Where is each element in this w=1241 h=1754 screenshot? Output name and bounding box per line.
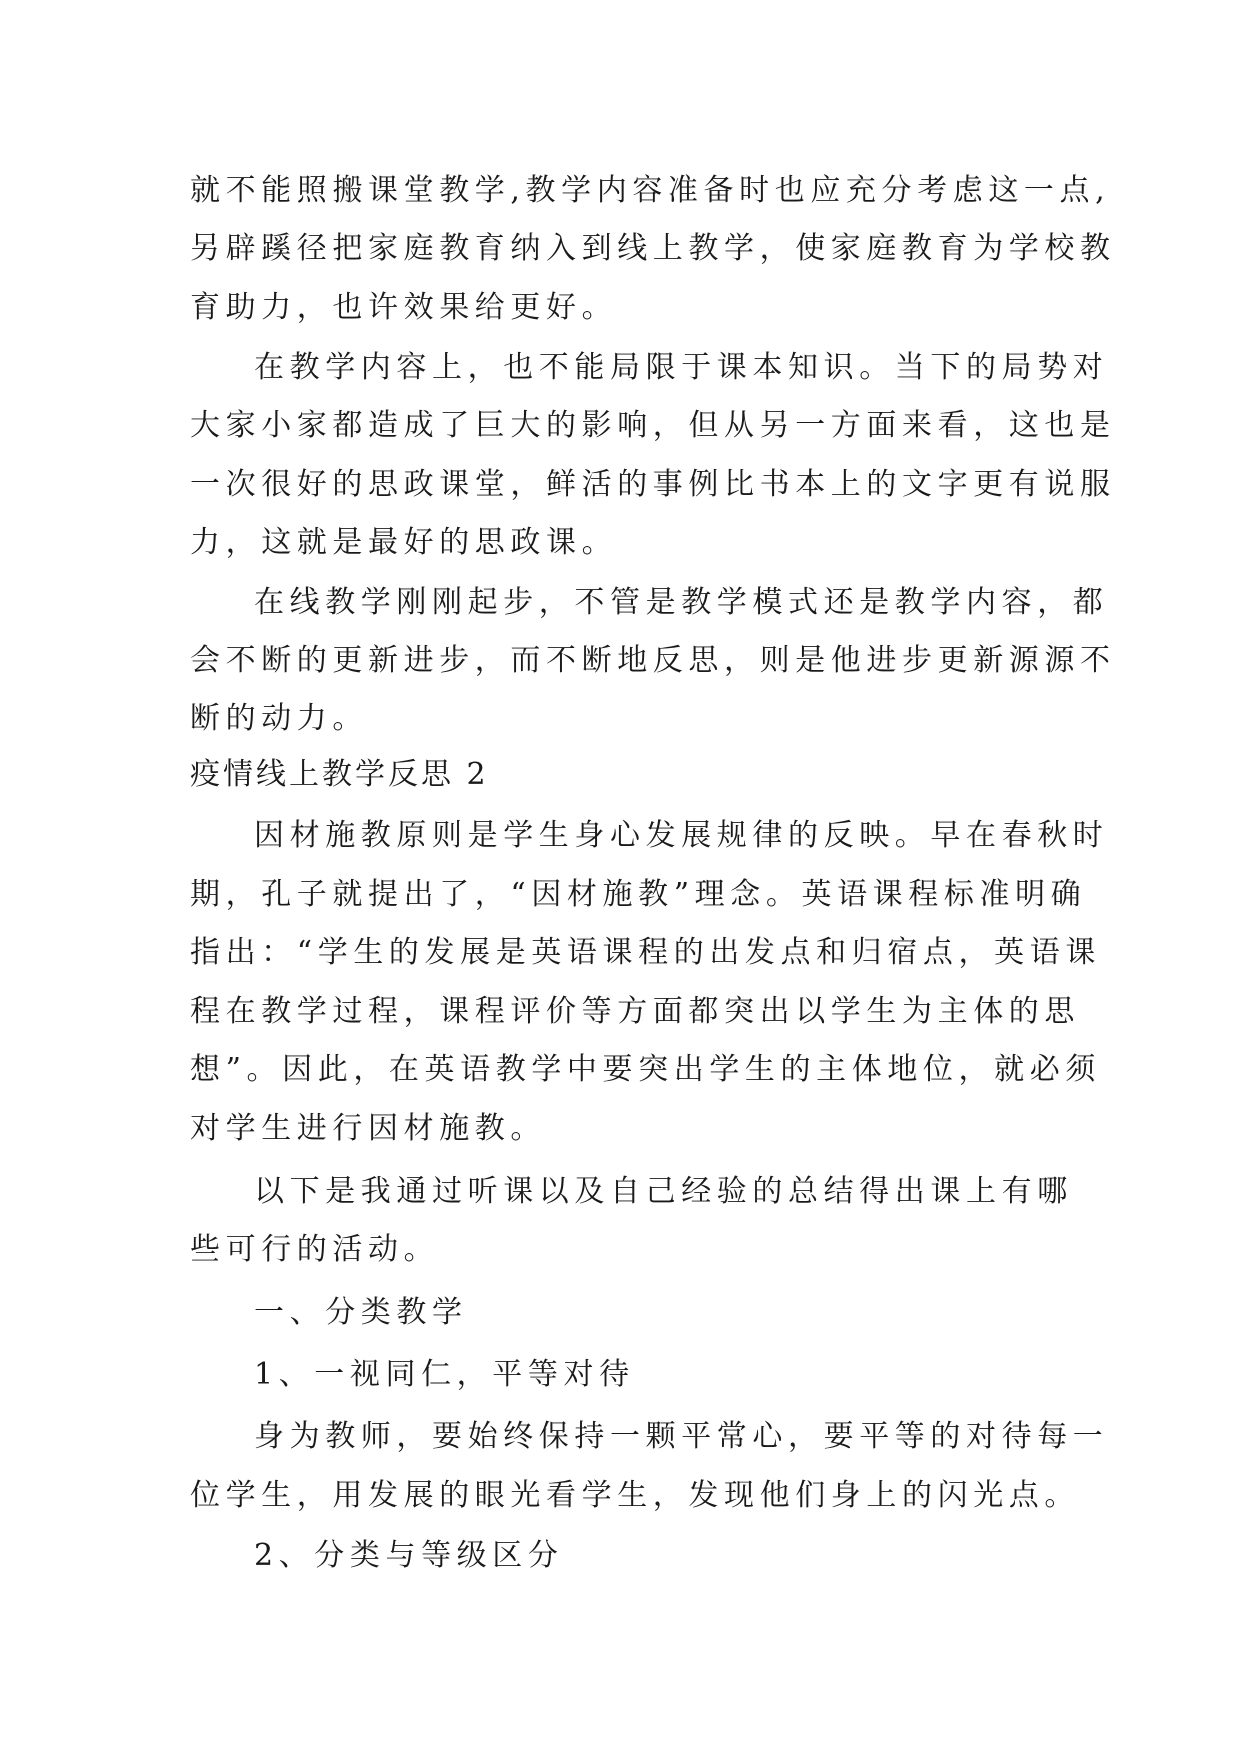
text-line: 期，孔子就提出了，“因材施教”理念。英语课程标准明确 bbox=[190, 877, 1087, 912]
paragraph-start: 身为教师，要始终保持一颗平常心，要平等的对待每一 bbox=[254, 1419, 1109, 1454]
text-line: 大家小家都造成了巨大的影响，但从另一方面来看，这也是 bbox=[190, 408, 1116, 443]
paragraph-start: 在线教学刚刚起步，不管是教学模式还是教学内容，都 bbox=[254, 585, 1109, 620]
text-line: 断的动力。 bbox=[190, 701, 368, 736]
text-line: 育助力，也许效果给更好。 bbox=[190, 290, 618, 325]
paragraph-start: 以下是我通过听课以及自己经验的总结得出课上有哪 bbox=[254, 1174, 1073, 1209]
paragraph-start: 因材施教原则是学生身心发展规律的反映。早在春秋时 bbox=[254, 818, 1109, 853]
text-line: 一次很好的思政课堂，鲜活的事例比书本上的文字更有说服 bbox=[190, 467, 1116, 502]
subheading: 1、一视同仁，平等对待 bbox=[254, 1357, 635, 1392]
text-line: 另辟蹊径把家庭教育纳入到线上教学，使家庭教育为学校教 bbox=[190, 231, 1116, 266]
subheading: 一、分类教学 bbox=[254, 1295, 468, 1330]
text-line: 就不能照搬课堂教学,教学内容准备时也应充分考虑这一点, bbox=[190, 173, 1111, 208]
text-line: 些可行的活动。 bbox=[190, 1232, 440, 1267]
text-line: 指出：“学生的发展是英语课程的出发点和归宿点，英语课 bbox=[190, 935, 1101, 970]
text-line: 会不断的更新进步，而不断地反思，则是他进步更新源源不 bbox=[190, 643, 1116, 678]
section-title: 疫情线上教学反思 2 bbox=[190, 757, 489, 792]
text-line: 力，这就是最好的思政课。 bbox=[190, 525, 618, 560]
text-line: 位学生，用发展的眼光看学生，发现他们身上的闪光点。 bbox=[190, 1478, 1080, 1513]
text-line: 想”。因此，在英语教学中要突出学生的主体地位，就必须 bbox=[190, 1052, 1101, 1087]
paragraph-start: 在教学内容上，也不能局限于课本知识。当下的局势对 bbox=[254, 350, 1109, 385]
text-line: 对学生进行因材施教。 bbox=[190, 1111, 546, 1146]
subheading: 2、分类与等级区分 bbox=[254, 1538, 564, 1573]
text-line: 程在教学过程，课程评价等方面都突出以学生为主体的思 bbox=[190, 994, 1080, 1029]
